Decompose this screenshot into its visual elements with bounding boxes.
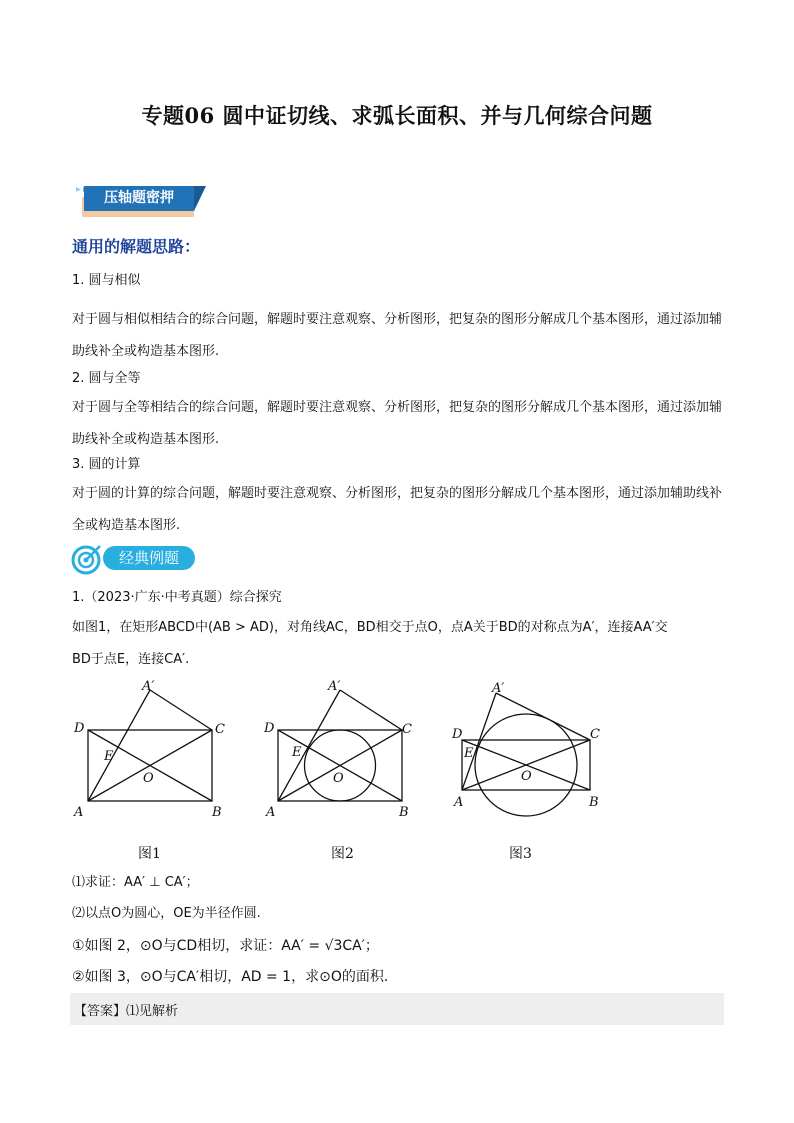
problem-line-1: 1.（2023·广东·中考真题）综合探究 (72, 590, 282, 605)
solution-heading: 通用的解题思路： (72, 237, 201, 256)
label-O: O (521, 769, 532, 784)
section-3-body: 对于圆的计算的综合问题，解题时要注意观察、分析图形，把复杂的图形分解成几个基本图形，通过添加辅助线补全或构造基本图形. (72, 486, 723, 533)
figure-2 (262, 676, 432, 821)
label-O: O (333, 771, 344, 786)
question-2: ⑵以点O为圆心，OE为半径作圆. (72, 906, 261, 921)
section-2-body: 对于圆与全等相结合的综合问题，解题时要注意观察、分析图形，把复杂的图形分解成几个基本图形，通过添加辅助线补全或构造基本图形. (72, 400, 723, 447)
label-C: C (590, 727, 600, 742)
label-Ap: A′ (492, 681, 505, 696)
label-E: E (292, 745, 302, 760)
question-2a: ①如图 2，⊙O与CD相切，求证：AA′ = √3CA′； (72, 938, 379, 954)
label-D: D (264, 721, 275, 736)
label-C: C (402, 722, 412, 737)
banner-label: 压轴题密押 (104, 190, 174, 206)
section-3-head: 3. 圆的计算 (72, 457, 141, 472)
page-title: 专题06 圆中证切线、求弧长面积、并与几何综合问题 (141, 103, 653, 128)
figure-3-caption: 图3 (509, 846, 532, 862)
label-Ap: A′ (328, 679, 341, 694)
label-D: D (452, 727, 463, 742)
label-B: B (399, 805, 409, 820)
label-A: A (454, 795, 464, 810)
question-2b: ②如图 3，⊙O与CA′相切，AD = 1，求⊙O的面积. (72, 969, 389, 985)
section-2-head: 2. 圆与全等 (72, 371, 141, 386)
figure-1-caption: 图1 (138, 846, 161, 862)
example-badge-label: 经典例题 (118, 549, 179, 567)
question-1: ⑴求证：AA′ ⊥ CA′； (72, 875, 199, 890)
figure-2-caption: 图2 (331, 846, 354, 862)
figure-1 (70, 676, 240, 821)
label-A: A (74, 805, 84, 820)
section-1-body: 对于圆与相似相结合的综合问题，解题时要注意观察、分析图形，把复杂的图形分解成几个基本图形，通过添加辅助线补全或构造基本图形. (72, 312, 723, 359)
label-E: E (464, 746, 474, 761)
figure-3 (450, 676, 620, 821)
label-D: D (74, 721, 85, 736)
problem-line-3: BD于点E，连接CA′. (72, 652, 190, 667)
label-Ap: A′ (142, 679, 155, 694)
label-C: C (215, 722, 225, 737)
label-B: B (212, 805, 222, 820)
section-1-head: 1. 圆与相似 (72, 273, 141, 288)
label-E: E (104, 749, 114, 764)
answer-text: 【答案】⑴见解析 (74, 1004, 179, 1019)
problem-line-2: 如图1，在矩形ABCD中(AB > AD)，对角线AC，BD相交于点O，点A关于BD的对称点为A′，连接AA′交 (72, 620, 668, 635)
label-A: A (266, 805, 276, 820)
label-O: O (143, 771, 154, 786)
label-B: B (589, 795, 599, 810)
